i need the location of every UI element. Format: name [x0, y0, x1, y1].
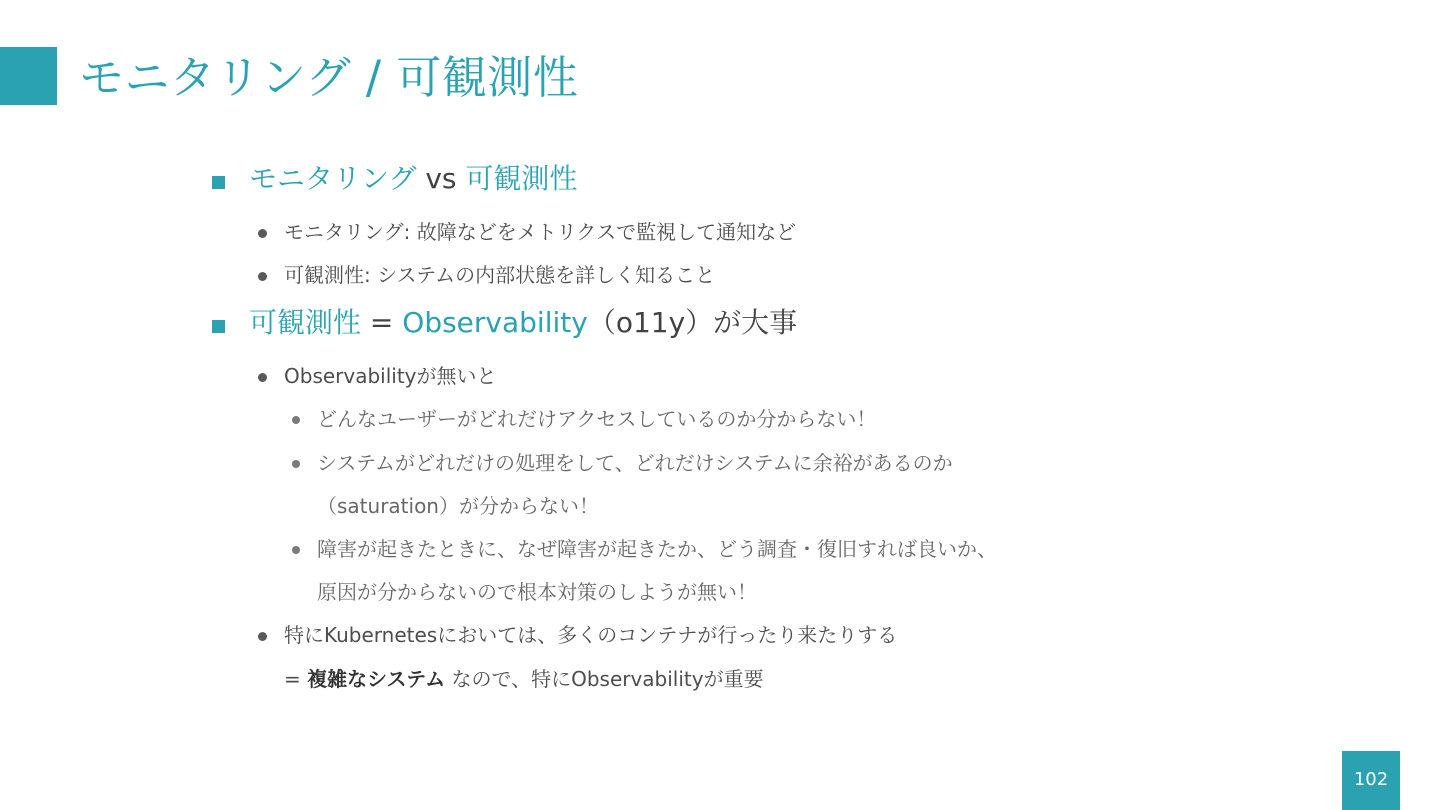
o11y-important-text: （o11y）が大事	[587, 306, 798, 339]
slide-title: モニタリング / 可観測性	[79, 51, 579, 104]
square-bullet-icon	[212, 176, 225, 189]
bullet-unknown-users: どんなユーザーがどれだけアクセスしているのか分からない！	[317, 407, 877, 431]
round-bullet-icon	[258, 632, 267, 641]
term-monitoring: モニタリング	[249, 162, 417, 195]
vs-text: vs	[416, 162, 466, 195]
bullet-observability-definition: 可観測性: システムの内部状態を詳しく知ること	[284, 263, 716, 287]
round-bullet-icon	[258, 272, 267, 281]
observability-important-suffix: なので、特にObservabilityが重要	[445, 667, 764, 691]
bullet-unknown-saturation-line2: （saturation）が分からない！	[317, 494, 599, 518]
bullet-monitoring-vs-observability	[249, 161, 577, 197]
equals-text: =	[361, 306, 403, 339]
term-observability-jp: 可観測性	[249, 306, 362, 339]
bullet-observability-important	[249, 305, 797, 341]
term-observability-en: Observability	[402, 306, 588, 339]
equals-prefix: =	[284, 667, 308, 691]
round-bullet-icon	[292, 546, 300, 554]
round-bullet-icon	[292, 460, 300, 468]
bullet-unknown-saturation-line1: システムがどれだけの処理をして、どれだけシステムに余裕があるのか	[317, 451, 953, 475]
bullet-monitoring-definition: モニタリング: 故障などをメトリクスで監視して通知など	[284, 220, 797, 244]
bullet-kubernetes-line2	[284, 665, 764, 693]
page-number: 102	[1342, 751, 1400, 810]
term-observability: 可観測性	[465, 162, 578, 195]
square-bullet-icon	[212, 320, 225, 333]
round-bullet-icon	[258, 229, 267, 238]
complex-system-emphasis: 複雑なシステム	[307, 667, 446, 691]
bullet-unknown-root-cause-line1: 障害が起きたときに、なぜ障害が起きたか、どう調査・復旧すれば良いか、	[317, 537, 997, 561]
bullet-kubernetes-line1: 特にKubernetesにおいては、多くのコンテナが行ったり来たりする	[284, 623, 898, 647]
round-bullet-icon	[258, 373, 267, 382]
bullet-unknown-root-cause-line2: 原因が分からないので根本対策のしようが無い！	[317, 580, 757, 604]
bullet-without-observability: Observabilityが無いと	[284, 364, 497, 388]
round-bullet-icon	[292, 416, 300, 424]
